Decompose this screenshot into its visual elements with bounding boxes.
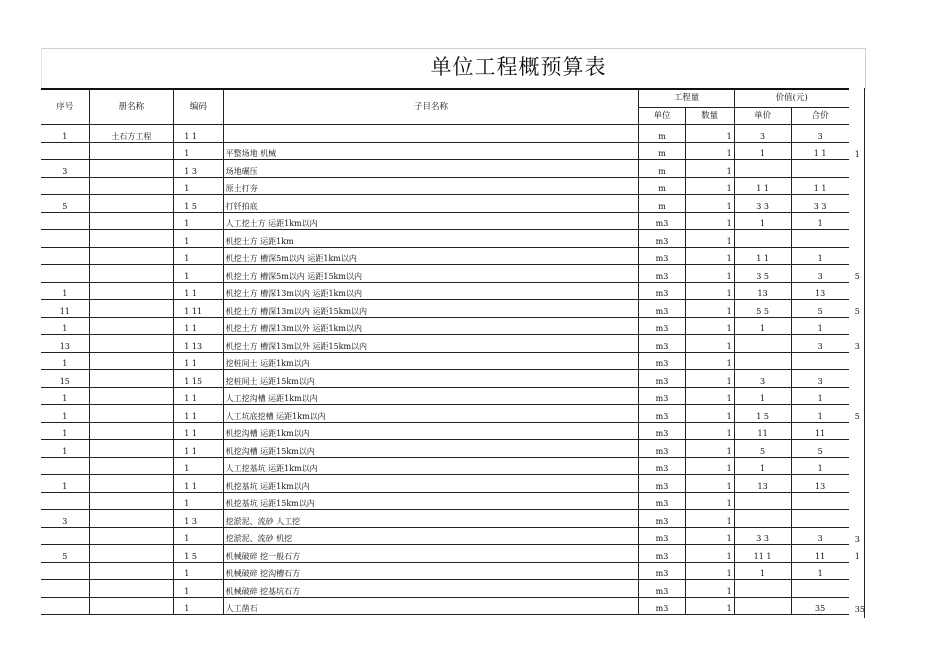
cell-unit: m [639, 195, 685, 213]
cell-unit: m3 [639, 492, 685, 510]
table-row [41, 440, 865, 458]
cell-item-name: 挖桩间土 运距15km以内 [223, 370, 639, 388]
cell-unit: m3 [639, 457, 685, 475]
cell-qty: 1 [685, 177, 734, 195]
cell-qty: 1 [685, 142, 734, 160]
header-book: 册名称 [89, 89, 174, 125]
cell-code: 1 [174, 212, 223, 230]
cell-item-name: 机挖基坑 运距15km以内 [223, 492, 639, 510]
cell-unit-price: 3 3 [734, 527, 791, 545]
table-row [41, 195, 865, 213]
table-row [41, 370, 865, 388]
cell-unit-price: 1 [734, 142, 791, 160]
cell-book [89, 510, 174, 528]
cell-total [791, 230, 849, 248]
header-unit: 单位 [639, 107, 685, 125]
cell-seq [41, 527, 89, 545]
cell-seq: 5 [41, 195, 89, 213]
cell-book [89, 142, 174, 160]
cell-item-name: 挖淤泥、流砂 人工挖 [223, 510, 639, 528]
cell-total: 3 [791, 125, 849, 143]
cell-unit: m3 [639, 335, 685, 353]
table-row [41, 457, 865, 475]
table-row [41, 177, 865, 195]
table-row [41, 422, 865, 440]
cell-book [89, 492, 174, 510]
cell-seq: 1 [41, 387, 89, 405]
cell-qty: 1 [685, 457, 734, 475]
cell-code: 1 1 [174, 387, 223, 405]
cell-overflow-value [849, 282, 865, 300]
cell-unit-price: 1 [734, 387, 791, 405]
cell-book [89, 475, 174, 493]
cell-book [89, 597, 174, 615]
header-unit-price: 单价 [734, 107, 791, 125]
cell-unit: m [639, 160, 685, 178]
cell-qty: 1 [685, 545, 734, 563]
cell-total: 1 [791, 212, 849, 230]
cell-item-name: 人工凿石 [223, 597, 639, 615]
cell-qty: 1 [685, 125, 734, 143]
cell-seq: 15 [41, 370, 89, 388]
cell-qty: 1 [685, 527, 734, 545]
cell-overflow-value [849, 352, 865, 370]
table-row [41, 160, 865, 178]
cell-unit-price: 5 [734, 440, 791, 458]
cell-item-name: 人工挖沟槽 运距1km以内 [223, 387, 639, 405]
cell-total: 1 [791, 387, 849, 405]
cell-unit-price [734, 230, 791, 248]
cell-overflow-value: 5 [854, 307, 860, 316]
cell-seq: 5 [41, 545, 89, 563]
cell-book [89, 405, 174, 423]
cell-unit: m3 [639, 300, 685, 318]
cell-seq [41, 230, 89, 248]
cell-code: 1 1 [174, 475, 223, 493]
cell-code: 1 1 [174, 125, 223, 143]
cell-overflow-value [849, 247, 865, 265]
cell-book [89, 317, 174, 335]
cell-item-name: 人工坑底挖槽 运距1km以内 [223, 405, 639, 423]
cell-item-name: 机挖土方 槽深5m以内 运距15km以内 [223, 265, 639, 283]
cell-unit-price: 5 5 [734, 300, 791, 318]
header-seq: 序号 [41, 89, 89, 125]
cell-item-name: 机挖基坑 运距1km以内 [223, 475, 639, 493]
cell-unit-price: 1 [734, 562, 791, 580]
cell-qty: 1 [685, 247, 734, 265]
cell-code: 1 5 [174, 195, 223, 213]
table-row [41, 580, 865, 598]
cell-total: 1 [791, 247, 849, 265]
cell-book [89, 545, 174, 563]
table-row [41, 492, 865, 510]
cell-unit-price [734, 510, 791, 528]
table-row [41, 300, 865, 318]
table-row [41, 475, 865, 493]
header-quantity-group: 工程量 [639, 89, 734, 107]
header-item: 子目名称 [223, 89, 639, 125]
cell-qty: 1 [685, 300, 734, 318]
cell-overflow-value: 1 [854, 552, 860, 561]
cell-code: 1 [174, 457, 223, 475]
cell-unit-price [734, 492, 791, 510]
cell-seq [41, 177, 89, 195]
header-qty: 数量 [685, 107, 734, 125]
cell-qty: 1 [685, 212, 734, 230]
cell-qty: 1 [685, 230, 734, 248]
table-row [41, 510, 865, 528]
cell-code: 1 11 [174, 300, 223, 318]
cell-seq: 1 [41, 405, 89, 423]
cell-total: 1 1 [791, 142, 849, 160]
cell-unit: m3 [639, 422, 685, 440]
table-row [41, 317, 865, 335]
cell-book [89, 177, 174, 195]
cell-total: 3 [791, 265, 849, 283]
cell-total: 11 [791, 422, 849, 440]
cell-total [791, 492, 849, 510]
cell-total: 13 [791, 282, 849, 300]
cell-overflow-value [849, 562, 865, 580]
cell-seq [41, 597, 89, 615]
cell-qty: 1 [685, 422, 734, 440]
table-row [41, 405, 865, 423]
cell-qty: 1 [685, 510, 734, 528]
cell-seq: 3 [41, 160, 89, 178]
cell-total: 3 [791, 527, 849, 545]
cell-total [791, 510, 849, 528]
cell-book [89, 247, 174, 265]
cell-code: 1 [174, 562, 223, 580]
cell-seq: 3 [41, 510, 89, 528]
cell-overflow-value [849, 422, 865, 440]
cell-qty: 1 [685, 282, 734, 300]
table-row [41, 527, 865, 545]
cell-qty: 1 [685, 475, 734, 493]
cell-qty: 1 [685, 597, 734, 615]
table-row [41, 125, 865, 143]
table-row [41, 265, 865, 283]
cell-code: 1 15 [174, 370, 223, 388]
cell-unit: m3 [639, 405, 685, 423]
cell-overflow-value: 1 [854, 149, 860, 159]
cell-book [89, 580, 174, 598]
budget-sheet [41, 48, 865, 618]
cell-unit-price: 1 1 [734, 247, 791, 265]
cell-total: 5 [791, 300, 849, 318]
cell-seq [41, 212, 89, 230]
cell-qty: 1 [685, 562, 734, 580]
cell-qty: 1 [685, 405, 734, 423]
cell-book [89, 230, 174, 248]
cell-book [89, 422, 174, 440]
cell-total: 3 [791, 335, 849, 353]
cell-seq: 11 [41, 300, 89, 318]
cell-unit-price [734, 160, 791, 178]
cell-unit-price: 11 [734, 422, 791, 440]
cell-seq [41, 142, 89, 160]
cell-seq [41, 492, 89, 510]
cell-unit-price: 13 [734, 475, 791, 493]
cell-overflow-value [849, 160, 865, 178]
cell-unit: m [639, 125, 685, 143]
cell-code: 1 1 [174, 405, 223, 423]
cell-seq: 1 [41, 125, 89, 143]
table-right-border [864, 88, 865, 618]
budget-table [41, 88, 865, 615]
cell-item-name: 机挖土方 槽深5m以内 运距1km以内 [223, 247, 639, 265]
cell-total: 5 [791, 440, 849, 458]
cell-code: 1 [174, 597, 223, 615]
cell-book [89, 195, 174, 213]
cell-overflow-value [849, 510, 865, 528]
cell-unit: m3 [639, 352, 685, 370]
cell-book [89, 562, 174, 580]
cell-unit-price: 1 5 [734, 405, 791, 423]
cell-book [89, 370, 174, 388]
cell-total: 35 [791, 597, 849, 615]
cell-book: 土石方工程 [89, 125, 174, 143]
cell-seq: 1 [41, 282, 89, 300]
cell-code: 1 1 [174, 317, 223, 335]
cell-code: 1 [174, 247, 223, 265]
cell-qty: 1 [685, 580, 734, 598]
cell-item-name: 机挖土方 槽深13m以内 运距1km以内 [223, 282, 639, 300]
cell-unit: m3 [639, 370, 685, 388]
cell-code: 1 1 [174, 282, 223, 300]
cell-book [89, 352, 174, 370]
cell-seq [41, 457, 89, 475]
cell-total: 1 [791, 457, 849, 475]
cell-unit: m3 [639, 562, 685, 580]
cell-unit: m3 [639, 247, 685, 265]
table-row [41, 387, 865, 405]
table-row [41, 545, 865, 563]
cell-seq: 1 [41, 440, 89, 458]
cell-unit-price: 3 [734, 125, 791, 143]
cell-overflow-value: 5 [854, 272, 860, 281]
cell-overflow-value: 3 [854, 534, 860, 544]
cell-unit: m [639, 142, 685, 160]
cell-item-name: 挖淤泥、流砂 机挖 [223, 527, 639, 545]
cell-item-name: 人工挖基坑 运距1km以内 [223, 457, 639, 475]
cell-qty: 1 [685, 335, 734, 353]
cell-item-name: 机挖土方 槽深13m以外 运距1km以内 [223, 317, 639, 335]
cell-unit: m3 [639, 230, 685, 248]
cell-book [89, 282, 174, 300]
page-title: 单位工程概预算表 [430, 55, 607, 79]
cell-book [89, 457, 174, 475]
cell-seq: 1 [41, 352, 89, 370]
cell-qty: 1 [685, 317, 734, 335]
cell-unit-price: 3 5 [734, 265, 791, 283]
cell-unit-price [734, 335, 791, 353]
cell-book [89, 160, 174, 178]
cell-seq: 13 [41, 335, 89, 353]
cell-unit: m3 [639, 510, 685, 528]
table-row [41, 562, 865, 580]
cell-unit: m3 [639, 282, 685, 300]
cell-book [89, 265, 174, 283]
cell-code: 1 [174, 177, 223, 195]
cell-item-name: 机挖沟槽 运距1km以内 [223, 422, 639, 440]
cell-total [791, 160, 849, 178]
cell-qty: 1 [685, 195, 734, 213]
cell-total: 11 [791, 545, 849, 563]
cell-unit-price: 1 [734, 317, 791, 335]
cell-overflow-value [849, 177, 865, 195]
cell-code: 1 [174, 492, 223, 510]
cell-overflow-value [849, 125, 865, 143]
cell-book [89, 335, 174, 353]
cell-seq: 1 [41, 317, 89, 335]
cell-overflow-value [849, 580, 865, 598]
cell-unit: m3 [639, 440, 685, 458]
cell-unit: m3 [639, 212, 685, 230]
cell-qty: 1 [685, 160, 734, 178]
cell-overflow-value [849, 370, 865, 388]
header-row-1 [41, 89, 865, 107]
cell-total: 3 3 [791, 195, 849, 213]
cell-book [89, 387, 174, 405]
cell-item-name: 机挖土方 槽深13m以内 运距15km以内 [223, 300, 639, 318]
table-row [41, 142, 865, 160]
cell-unit-price [734, 352, 791, 370]
cell-item-name: 机挖土方 槽深13m以外 运距15km以内 [223, 335, 639, 353]
cell-item-name: 机挖土方 运距1km [223, 230, 639, 248]
cell-overflow-value [849, 475, 865, 493]
cell-qty: 1 [685, 440, 734, 458]
cell-unit-price: 3 3 [734, 195, 791, 213]
cell-unit-price: 13 [734, 282, 791, 300]
cell-overflow-value [849, 457, 865, 475]
cell-item-name: 场地碾压 [223, 160, 639, 178]
cell-item-name: 打钎拍底 [223, 195, 639, 213]
table-row [41, 247, 865, 265]
cell-seq [41, 247, 89, 265]
cell-unit: m3 [639, 317, 685, 335]
cell-total [791, 352, 849, 370]
cell-code: 1 5 [174, 545, 223, 563]
cell-item-name: 原土打夯 [223, 177, 639, 195]
cell-unit: m3 [639, 475, 685, 493]
cell-code: 1 3 [174, 160, 223, 178]
header-code: 编码 [174, 89, 223, 125]
table-row [41, 352, 865, 370]
cell-overflow-value: 3 [854, 342, 860, 351]
cell-overflow-value: 35 [854, 604, 865, 614]
cell-unit: m3 [639, 580, 685, 598]
cell-total [791, 580, 849, 598]
cell-seq: 1 [41, 475, 89, 493]
cell-unit: m3 [639, 597, 685, 615]
cell-overflow-value [849, 195, 865, 213]
cell-unit: m3 [639, 545, 685, 563]
cell-unit-price: 11 1 [734, 545, 791, 563]
cell-unit: m [639, 177, 685, 195]
cell-total: 13 [791, 475, 849, 493]
cell-item-name: 机挖沟槽 运距15km以内 [223, 440, 639, 458]
cell-qty: 1 [685, 265, 734, 283]
table-row [41, 212, 865, 230]
table-row [41, 335, 865, 353]
cell-unit: m3 [639, 527, 685, 545]
cell-code: 1 1 [174, 422, 223, 440]
cell-item-name: 机械破碎 挖沟槽石方 [223, 562, 639, 580]
cell-total: 1 1 [791, 177, 849, 195]
table-row [41, 597, 865, 615]
cell-qty: 1 [685, 387, 734, 405]
cell-qty: 1 [685, 492, 734, 510]
cell-unit-price: 3 [734, 370, 791, 388]
cell-total: 1 [791, 405, 849, 423]
cell-unit-price: 1 [734, 457, 791, 475]
cell-unit-price: 1 1 [734, 177, 791, 195]
cell-unit: m3 [639, 265, 685, 283]
cell-seq [41, 562, 89, 580]
cell-seq [41, 580, 89, 598]
cell-code: 1 3 [174, 510, 223, 528]
cell-overflow-value [849, 440, 865, 458]
cell-overflow-value [849, 317, 865, 335]
cell-unit: m3 [639, 387, 685, 405]
cell-book [89, 527, 174, 545]
cell-code: 1 1 [174, 440, 223, 458]
cell-book [89, 300, 174, 318]
cell-code: 1 [174, 580, 223, 598]
cell-overflow-value [849, 230, 865, 248]
cell-code: 1 [174, 142, 223, 160]
cell-book [89, 212, 174, 230]
title-area [41, 48, 866, 89]
cell-total: 3 [791, 370, 849, 388]
cell-code: 1 [174, 527, 223, 545]
cell-item-name: 挖桩间土 运距1km以内 [223, 352, 639, 370]
cell-qty: 1 [685, 352, 734, 370]
cell-item-name: 机械破碎 挖一般石方 [223, 545, 639, 563]
cell-seq: 1 [41, 422, 89, 440]
cell-item-name: 人工挖土方 运距1km以内 [223, 212, 639, 230]
cell-unit-price [734, 597, 791, 615]
cell-overflow-value [849, 492, 865, 510]
cell-total: 1 [791, 317, 849, 335]
cell-item-name: 平整场地 机械 [223, 142, 639, 160]
cell-overflow-value: 5 [854, 412, 860, 421]
table-row [41, 230, 865, 248]
cell-unit-price: 1 [734, 212, 791, 230]
table-row [41, 282, 865, 300]
cell-code: 1 1 [174, 352, 223, 370]
header-price-group: 价值(元) [734, 89, 849, 107]
cell-code: 1 [174, 265, 223, 283]
cell-overflow-value [849, 212, 865, 230]
cell-item-name: 机械破碎 挖基坑石方 [223, 580, 639, 598]
cell-item-name [223, 125, 639, 143]
cell-unit-price [734, 580, 791, 598]
cell-qty: 1 [685, 370, 734, 388]
cell-total: 1 [791, 562, 849, 580]
cell-code: 1 [174, 230, 223, 248]
header-total: 合价 [791, 107, 849, 125]
cell-book [89, 440, 174, 458]
cell-code: 1 13 [174, 335, 223, 353]
cell-overflow-value [849, 387, 865, 405]
cell-seq [41, 265, 89, 283]
